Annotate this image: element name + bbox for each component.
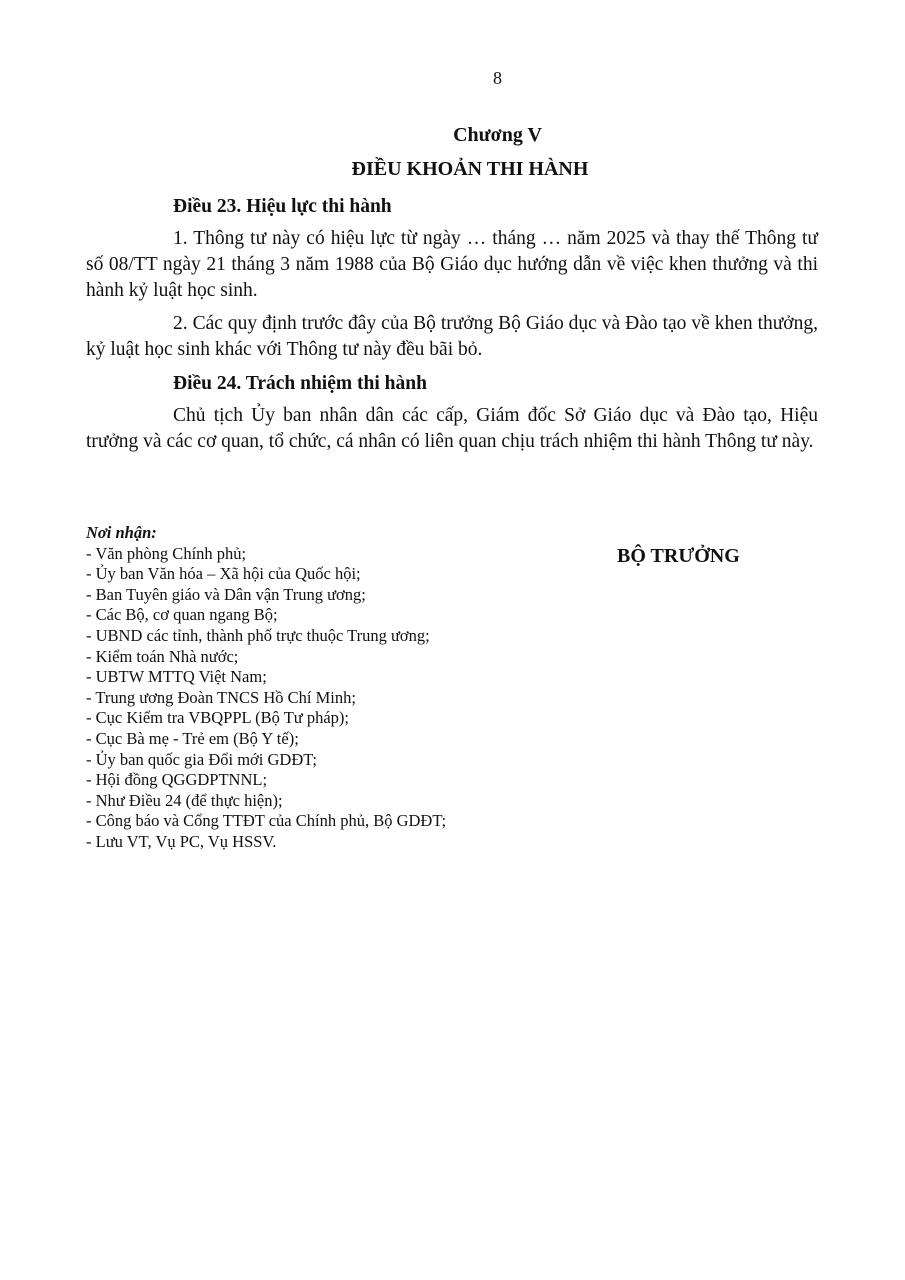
recipient-item: - Văn phòng Chính phủ;	[86, 543, 247, 563]
article-title: Điều 23. Hiệu lực thi hành	[173, 196, 392, 217]
recipient-item: - Cục Kiểm tra VBQPPL (Bộ Tư pháp);	[86, 708, 349, 728]
article-23	[86, 194, 818, 363]
recipient-item: - Ban Tuyên giáo và Dân vận Trung ương;	[86, 584, 366, 604]
article-paragraph: 2. Các quy định trước đây của Bộ trưởng Bộ Giáo dục và Đào tạo về khen thưởng, kỷ luật học sinh khác với Thông tư này đều bãi bỏ.	[86, 313, 818, 360]
recipient-item: - Ủy ban quốc gia Đổi mới GDĐT;	[86, 749, 317, 769]
signer-title: BỘ TRƯỞNG	[617, 545, 740, 567]
page-number: 8	[493, 68, 502, 88]
recipient-item: - Lưu VT, Vụ PC, Vụ HSSV.	[86, 831, 277, 851]
recipient-item: - UBTW MTTQ Việt Nam;	[86, 667, 267, 687]
recipient-item: - Như Điều 24 (để thực hiện);	[86, 790, 283, 810]
article-paragraph: 1. Thông tư này có hiệu lực từ ngày … tháng … năm 2025 và thay thế Thông tư số 08/TT ngày 21 tháng 3 năm 1988 của Bộ Giáo dục hướng dẫn về việc khen thưởng và thi hành kỷ luật học sinh.	[86, 228, 818, 301]
recipient-item: - Công báo và Cổng TTĐT của Chính phủ, Bộ GDĐT;	[86, 811, 447, 831]
recipient-item: - Trung ương Đoàn TNCS Hồ Chí Minh;	[86, 687, 356, 707]
recipients-title: Nơi nhận:	[86, 523, 157, 542]
chapter-title: Chương V	[453, 124, 542, 146]
article-paragraph: Chủ tịch Ủy ban nhân dân các cấp, Giám đốc Sở Giáo dục và Đào tạo, Hiệu trưởng và các cơ quan, tổ chức, cá nhân có liên quan chịu trách nhiệm thi hành Thông tư này.	[86, 405, 818, 452]
recipient-item: - Hội đồng QGGDPTNNL;	[86, 770, 268, 790]
recipient-item: - Các Bộ, cơ quan ngang Bộ;	[86, 605, 278, 625]
recipients-list	[86, 523, 566, 853]
recipient-item: - Ủy ban Văn hóa – Xã hội của Quốc hội;	[86, 564, 361, 584]
chapter-heading: ĐIỀU KHOẢN THI HÀNH	[351, 158, 589, 180]
article-24	[86, 371, 818, 455]
document-body	[86, 194, 818, 462]
recipient-item: - Kiểm toán Nhà nước;	[86, 646, 239, 666]
recipient-item: - UBND các tỉnh, thành phố trực thuộc Trung ương;	[86, 625, 430, 645]
recipient-item: - Cục Bà mẹ - Trẻ em (Bộ Y tế);	[86, 728, 299, 748]
article-title: Điều 24. Trách nhiệm thi hành	[173, 373, 427, 394]
